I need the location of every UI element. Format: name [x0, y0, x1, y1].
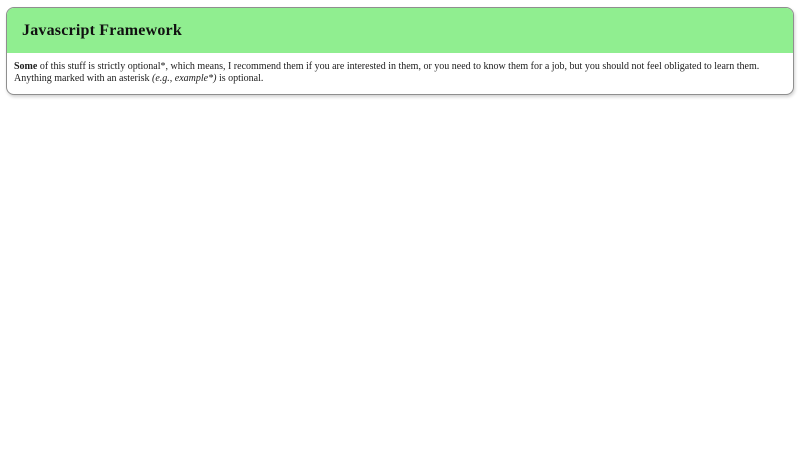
- page-title: Javascript Framework: [22, 21, 182, 39]
- optional-note-paragraph: Some of this stuff is strictly optional*, which means, I recommend them if you are interested in them, or you need to know them for a job, but you should not feel obligated to learn them. Anything marked with an asterisk (e.g., example*) is optional.: [14, 61, 760, 84]
- card-header: [7, 8, 793, 53]
- framework-card: [6, 7, 794, 95]
- card-body: [7, 53, 793, 95]
